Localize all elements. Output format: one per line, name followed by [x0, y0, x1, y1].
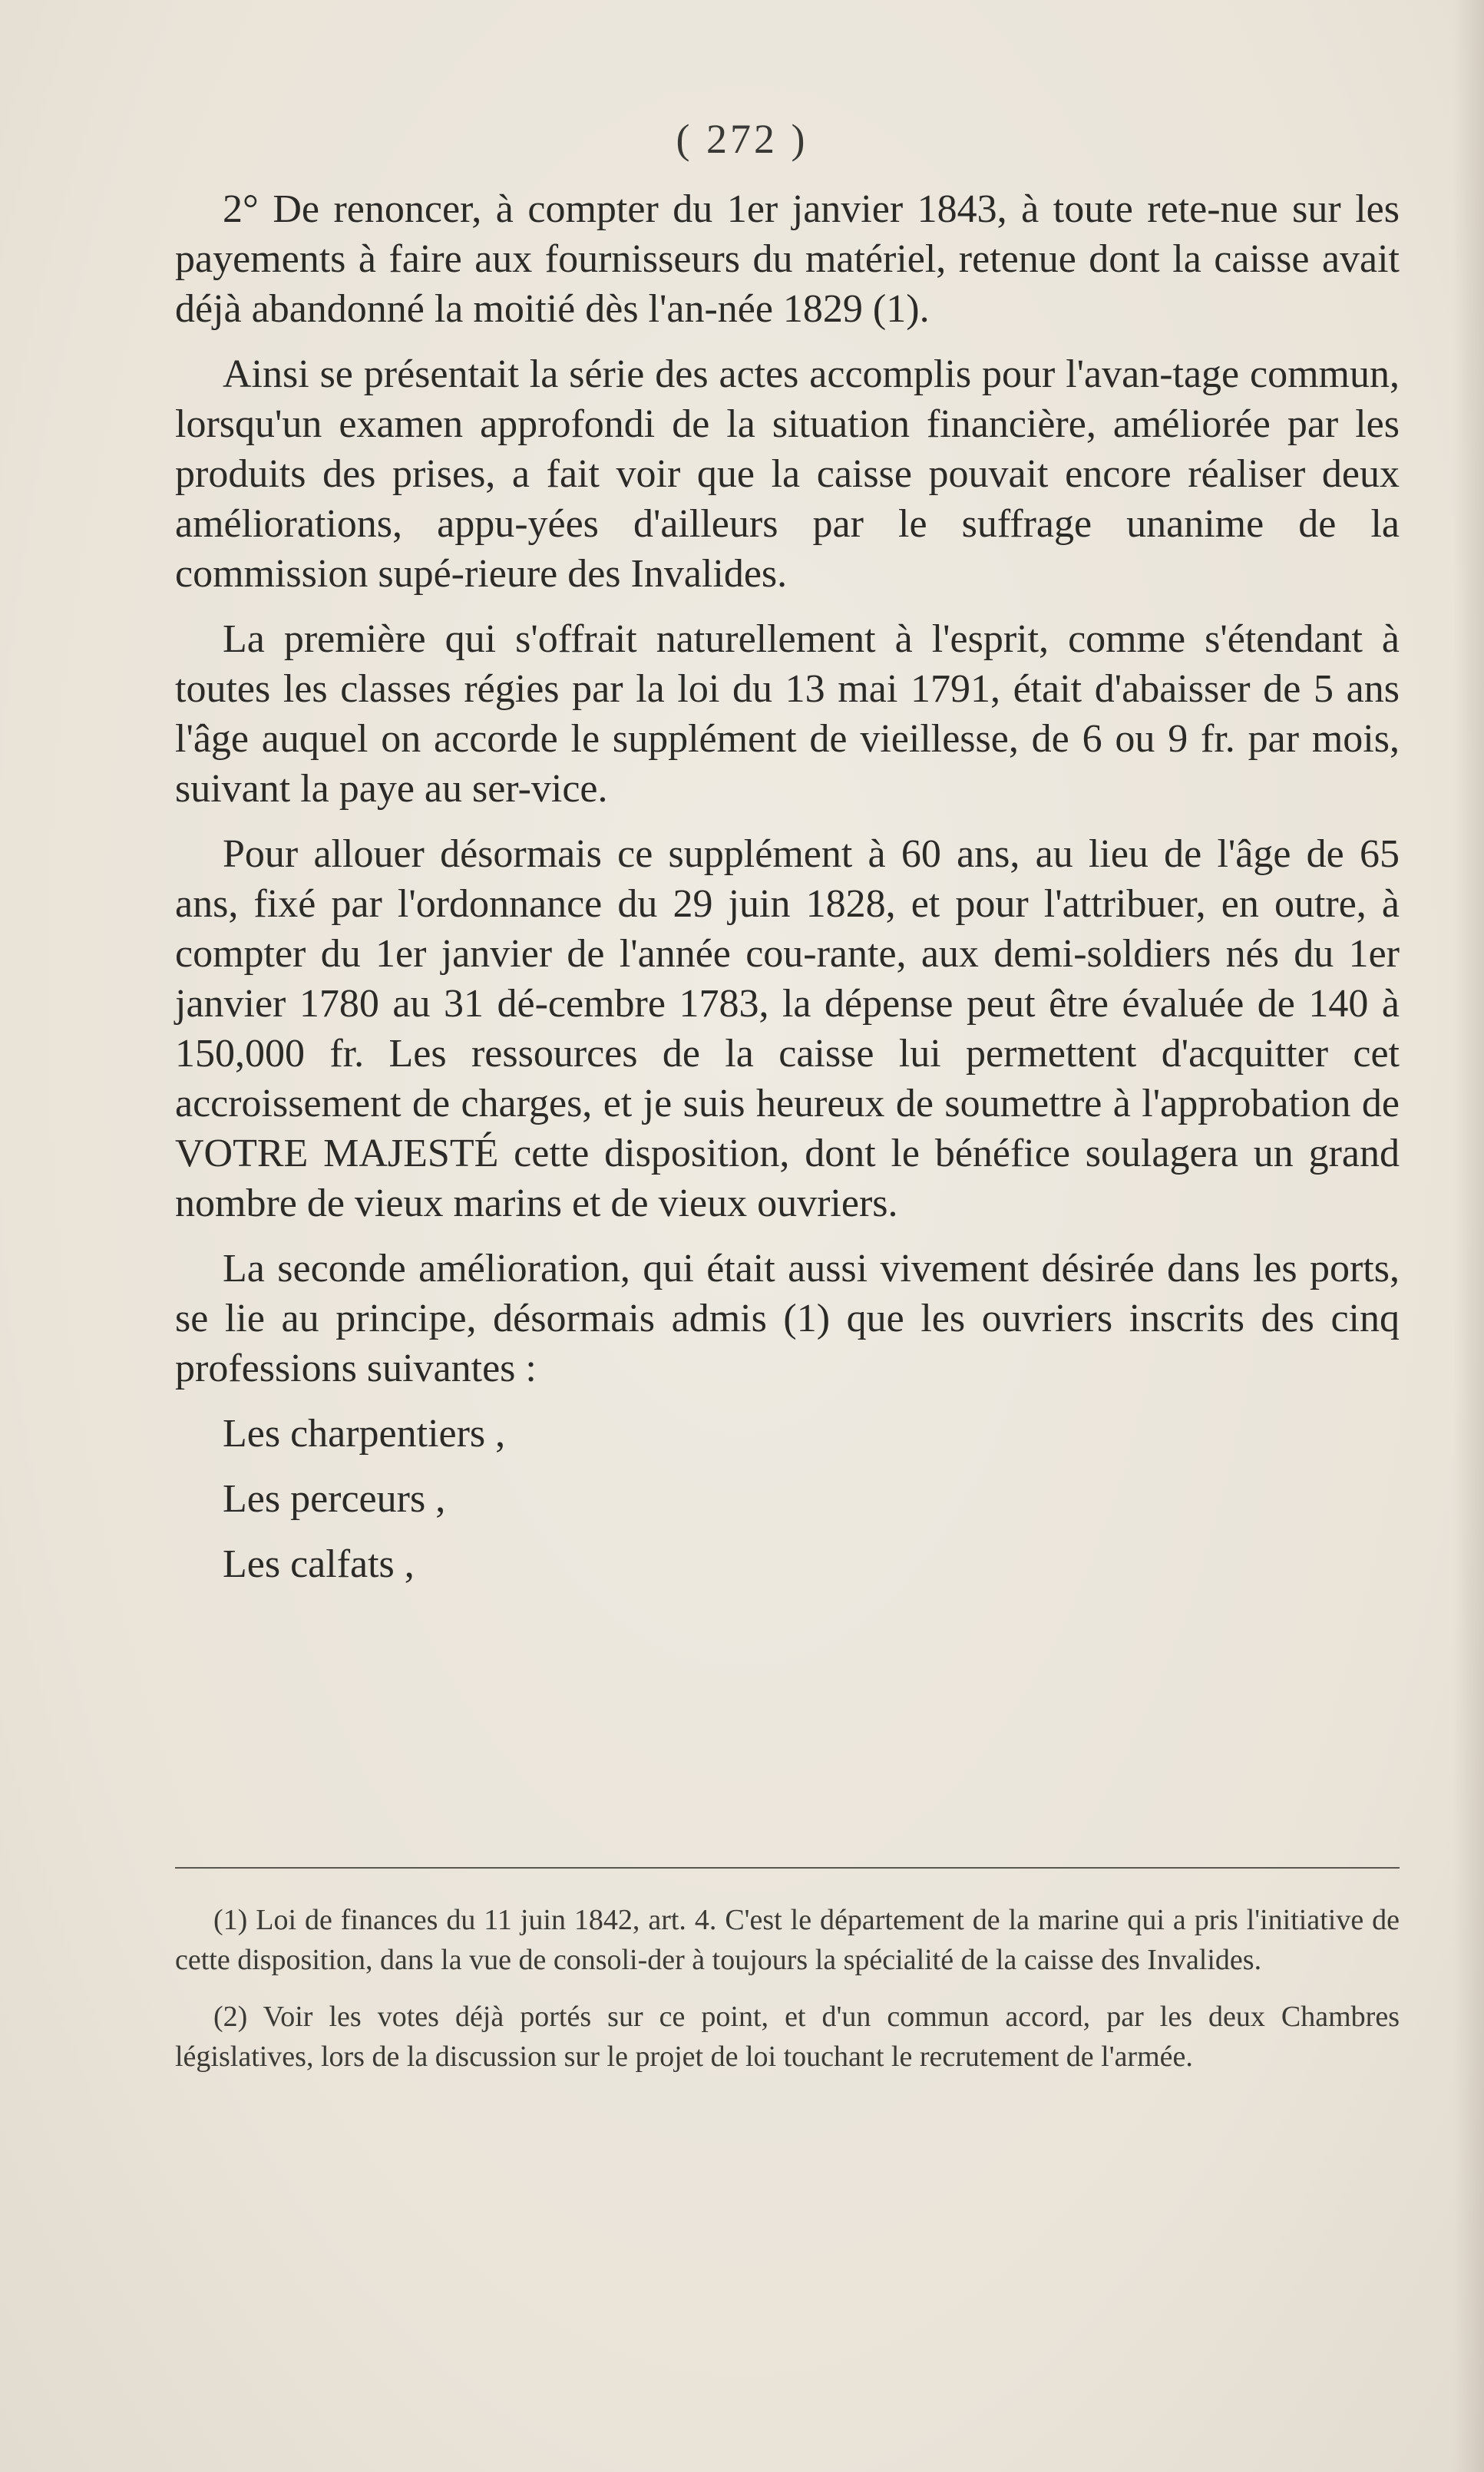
page-edge-shadow: [1453, 0, 1484, 2472]
list-item: Les calfats ,: [223, 1542, 415, 1586]
main-text: [175, 184, 1400, 1604]
paragraph: Pour allouer désormais ce supplément à 60 ans, au lieu de l'âge de 65 ans, fixé par l'ordonnance du 29 juin 1828, et pour l'attribuer, en outre, à compter du 1er janvier de l'année cou-rante, aux demi-soldiers nés du 1er janvier 1780 au 31 dé-cembre 1783, la dépense peut être évaluée de 140 à 150,000 fr. Les ressources de la caisse lui permettent d'acquitter cet accroissement de charges, et je suis heureux de soumettre à l'approbation de VOTRE MAJESTÉ cette disposition, dont le bénéfice soulagera un grand nombre de vieux marins et de vieux ouvriers.: [175, 832, 1400, 1225]
paragraph: 2° De renoncer, à compter du 1er janvier 1843, à toute rete-nue sur les payements à faire aux fournisseurs du matériel, retenue dont la caisse avait déjà abandonné la moitié dès l'an-née 1829 (1).: [175, 187, 1400, 331]
list-item: Les perceurs ,: [223, 1477, 446, 1521]
footnote-divider: [175, 1867, 1400, 1869]
page-number: ( 272 ): [676, 116, 808, 162]
list-item: Les charpentiers ,: [223, 1412, 506, 1456]
paragraph: Ainsi se présentait la série des actes accomplis pour l'avan-tage commun, lorsqu'un examen approfondi de la situation financière, améliorée par les produits des prises, a fait voir que la caisse pouvait encore réaliser deux améliorations, appu-yées d'ailleurs par le suffrage unanime de la commission supé-rieure des Invalides.: [175, 352, 1400, 596]
footnotes: [175, 1900, 1400, 2094]
paragraph: La seconde amélioration, qui était aussi vivement désirée dans les ports, se lie au principe, désormais admis (1) que les ouvriers inscrits des cinq professions suivantes :: [175, 1247, 1400, 1390]
footnote: (2) Voir les votes déjà portés sur ce point, et d'un commun accord, par les deux Chambres législatives, lors de la discussion sur le projet de loi touchant le recrutement de l'armée.: [175, 2001, 1400, 2073]
paragraph: La première qui s'offrait naturellement à l'esprit, comme s'étendant à toutes les classes régies par la loi du 13 mai 1791, était d'abaisser de 5 ans l'âge auquel on accorde le supplément de vieillesse, de 6 ou 9 fr. par mois, suivant la paye au ser-vice.: [175, 617, 1400, 811]
footnote: (1) Loi de finances du 11 juin 1842, art. 4. C'est le département de la marine qui a pris l'initiative de cette disposition, dans la vue de consoli-der à toujours la spécialité de la caisse des Invalides.: [175, 1904, 1400, 1976]
